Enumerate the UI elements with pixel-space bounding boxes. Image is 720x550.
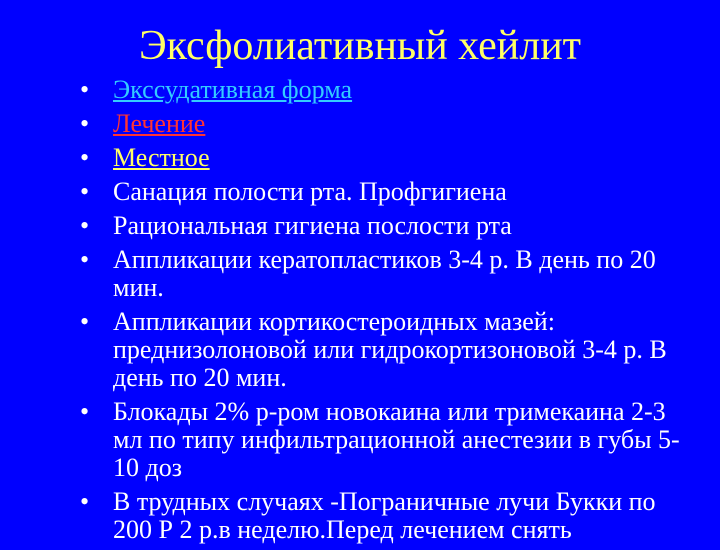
bullet-icon: • — [80, 397, 90, 426]
bullet-icon: • — [80, 75, 90, 104]
bullet-item-corticosteroids — [80, 308, 700, 392]
bullet-link-exudative-form[interactable]: Экссудативная форма — [113, 75, 353, 104]
bullet-item-blockades — [80, 398, 700, 482]
bullet-text: Санация полости рта. Профгигиена — [113, 177, 507, 206]
bullet-link-treatment[interactable]: Лечение — [113, 109, 206, 138]
bullet-link-local[interactable]: Местное — [113, 143, 210, 172]
bullet-icon: • — [80, 211, 90, 240]
bullet-icon: • — [80, 109, 90, 138]
bullet-item-treatment[interactable] — [80, 110, 700, 138]
bullet-item-bucky-rays — [80, 488, 700, 544]
bullet-icon: • — [80, 143, 90, 172]
bullet-text: Аппликации кератопластиков 3-4 р. В день по 20 мин. — [113, 245, 656, 302]
bullet-icon: • — [80, 177, 90, 206]
bullet-text: В трудных случаях -Пограничные лучи Букки по 200 Р 2 р.в неделю.Перед лечением снять — [113, 487, 656, 544]
slide-title: Эксфолиативный хейлит — [138, 23, 582, 69]
bullet-list — [80, 76, 700, 550]
bullet-text: Аппликации кортикостероидных мазей: преднизолоновой или гидрокортизоновой 3-4 р. В день по 20 мин. — [113, 307, 667, 392]
bullet-item-hygiene — [80, 212, 700, 240]
bullet-icon: • — [80, 245, 90, 274]
bullet-item-local[interactable] — [80, 144, 700, 172]
bullet-icon: • — [80, 307, 90, 336]
bullet-text: Рациональная гигиена послости рта — [113, 211, 512, 240]
bullet-item-sanitation — [80, 178, 700, 206]
bullet-item-keratoplastics — [80, 246, 700, 302]
bullet-text: Блокады 2% р-ром новокаина или тримекаина 2-3 мл по типу инфильтрационной анестезии в губы 5-10 доз — [113, 397, 680, 482]
bullet-item-exudative-form[interactable] — [80, 76, 700, 104]
bullet-icon: • — [80, 487, 90, 516]
